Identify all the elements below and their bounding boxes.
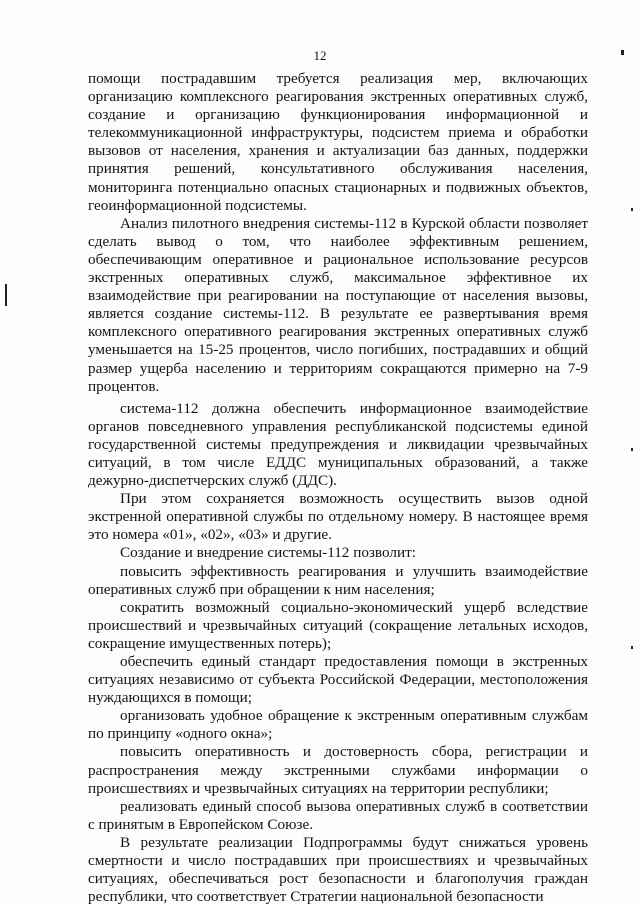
paragraph: Создание и внедрение системы-112 позволит: — [120, 544, 416, 562]
list-item: реализовать единый способ вызова оперативных служб в соответствии с принятым в Европейском Союзе. — [88, 797, 588, 833]
paragraph: В результате реализации Подпрограммы будут снижаться уровень смертности и число пострадавших при происшествиях и чрезвычайных ситуациях, обеспечиваться рост безопасности и благополучия граждан республики, что соответствует Стратегии национальной безопасности — [88, 833, 588, 906]
paragraph: система-112 должна обеспечить информационное взаимодействие органов повседневного управления республиканской подсистемы единой государственной системы предупреждения и ликвидации чрезвычайных ситуаций, в том числе ЕДДС муниципальных образований, а также дежурно-диспетчерских служб (ДДС). — [88, 399, 588, 490]
paragraph: Анализ пилотного внедрения системы-112 в Курской области позволяет сделать вывод о том, что наиболее эффективным решением, обеспечивающим оперативное и рациональное использование ресурсов экстренных оперативных служб, максимальное эффективное их взаимодействие при реагировании на поступающие от населения вызовы, является создание системы-112. В результате ее развертывания время комплексного оперативного реагирования экстренных оперативных служб уменьшается на 15-25 процентов, число погибших, пострадавших и общий размер ущерба населению и территориям сокращаются примерно на 7-9 процентов. — [88, 214, 588, 395]
scan-mark — [631, 646, 633, 649]
scan-mark — [621, 50, 624, 55]
paragraph: При этом сохраняется возможность осуществить вызов одной экстренной оперативной службы по отдельному номеру. В настоящее время это номера «01», «02», «03» и другие. — [88, 490, 588, 544]
paragraph: помощи пострадавшим требуется реализация мер, включающих организацию комплексного реагирования экстренных оперативных служб, создание и организацию функционирования информационной и телекоммуникационной инфраструктуры, подсистем приема и обработки вызовов от населения, хранения и актуализации баз данных, поддержки принятия решений, консультативного обслуживания населения, мониторинга потенциально опасных стационарных и подвижных объектов, геоинформационной подсистемы. — [88, 70, 588, 214]
list-item: повысить оперативность и достоверность сбора, регистрации и распространения между экстренными службами информации о происшествиях и чрезвычайных ситуациях на территории республики; — [88, 743, 588, 797]
page-number: 12 — [313, 48, 327, 63]
scan-mark — [631, 448, 633, 451]
scan-mark — [5, 284, 7, 306]
list-item: сократить возможный социально-экономический ущерб вследствие происшествий и чрезвычайных ситуаций (сокращение летальных исходов, сокращение имущественных потерь); — [88, 598, 588, 652]
list-item: обеспечить единый стандарт предоставления помощи в экстренных ситуациях независимо от субъекта Российской Федерации, местоположения нуждающихся в помощи; — [88, 653, 588, 707]
list-item: повысить эффективность реагирования и улучшить взаимодействие оперативных служб при обращении к ним населения; — [88, 562, 588, 598]
scan-mark — [631, 208, 633, 211]
list-item: организовать удобное обращение к экстренным оперативным службам по принципу «одного окна»; — [88, 707, 588, 743]
body-text — [88, 70, 588, 906]
